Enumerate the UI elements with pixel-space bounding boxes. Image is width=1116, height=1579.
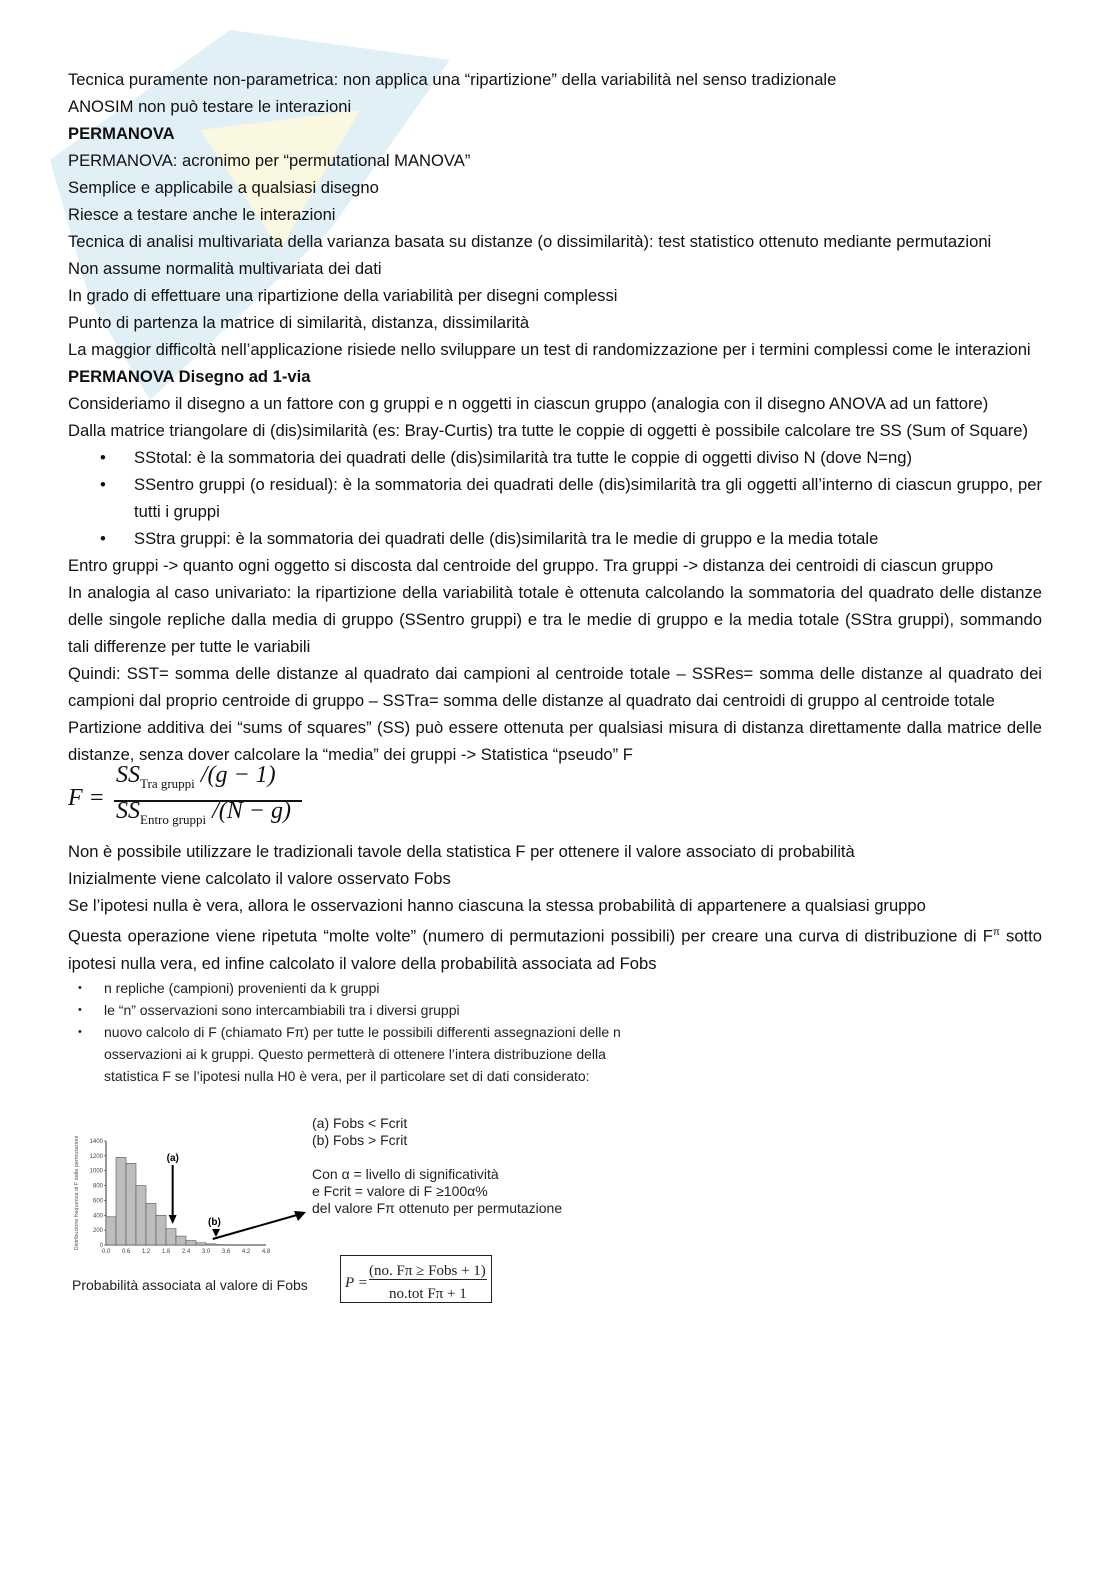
paragraph: Quindi: SST= somma delle distanze al quadrato dai campioni al centroide totale – SSRes= somma delle distanze al quadrato dei campioni dal proprio centroide di gruppo – SSTra= somma delle distanze al quadrato dai centroidi di gruppo al centroide totale	[68, 664, 1042, 710]
paragraph: Dalla matrice triangolare di (dis)similarità (es: Bray-Curtis) tra tutte le coppie di oggetti è possibile calcolare tre SS (Sum of Square)	[68, 421, 1029, 440]
paragraph: Non è possibile utilizzare le tradizionali tavole della statistica F per ottenere il valore associato di probabilità	[68, 842, 855, 861]
paragraph: ANOSIM non può testare le interazioni	[68, 97, 352, 116]
x-tick-label: 4.2	[241, 1248, 251, 1255]
y-tick-label: 1200	[89, 1153, 103, 1160]
y-tick-label: 1000	[89, 1168, 103, 1175]
list-item: • SStotal: è la sommatoria dei quadrati delle (dis)similarità tra tutte le coppie di oggetti diviso N (dove N=ng)	[134, 444, 1042, 471]
probability-formula	[340, 1255, 492, 1303]
y-tick-label: 800	[92, 1183, 103, 1190]
x-tick-label: 1.8	[161, 1248, 171, 1255]
histogram-bar	[126, 1163, 136, 1245]
figure-bullet: • le “n” osservazioni sono intercambiabili tra i diversi gruppi	[104, 999, 1042, 1021]
x-tick-label: 1.2	[141, 1248, 151, 1255]
paragraph: Non assume normalità multivariata dei dati	[68, 259, 382, 278]
paragraph: PERMANOVA: acronimo per “permutational MANOVA”	[68, 151, 471, 170]
label-a: (a)	[166, 1152, 179, 1164]
prob-lhs: P =	[345, 1274, 368, 1291]
y-axis-label: Distribuzione frequenza di F dalle permutazioni	[74, 1135, 80, 1250]
paragraph: Consideriamo il disegno a un fattore con g gruppi e n oggetti in ciascun gruppo (analogia con il disegno ANOVA ad un fattore)	[68, 394, 989, 413]
list-item: • SStra gruppi: è la sommatoria dei quadrati delle (dis)similarità tra le medie di gruppo e la media totale	[134, 525, 1042, 552]
pseudo-f-formula	[68, 762, 1042, 838]
permutation-figure	[68, 977, 1042, 1317]
histogram-bar	[176, 1236, 186, 1245]
histogram-bar	[146, 1203, 156, 1245]
x-tick-label: 2.4	[181, 1248, 191, 1255]
arrow-a-head	[169, 1215, 177, 1224]
permutation-histogram	[68, 1127, 308, 1267]
figure-bullet: • nuovo calcolo di F (chiamato Fπ) per tutte le possibili differenti assegnazioni delle n osservazioni ai k gruppi. Questo permetterà di ottenere l’intera distribuzione della statistica F se l’ipotesi nulla H0 è vera, per il particolare set di dati considerato:	[104, 1021, 624, 1087]
histogram-bar	[166, 1228, 176, 1244]
x-tick-label: 0.0	[101, 1248, 111, 1255]
figure-bullets	[68, 977, 1042, 1087]
formula-numerator: $SS_{Tra gruppi}$ /(g − 1)	[116, 762, 276, 791]
document-body	[68, 66, 1042, 1317]
legend-line: e Fcrit = valore di F ≥100α%	[312, 1182, 488, 1199]
paragraph: La maggior difficoltà nell’applicazione risiede nello sviluppare un test di randomizzazione per i termini complessi come le interazioni	[68, 340, 1031, 359]
paragraph: In grado di effettuare una ripartizione della variabilità per disegni complessi	[68, 286, 618, 305]
prob-num: (no. Fπ ≥ Fobs + 1)	[369, 1262, 486, 1279]
histogram-bar	[186, 1240, 196, 1244]
histogram-bar	[116, 1157, 126, 1245]
x-tick-label: 0.6	[121, 1248, 131, 1255]
prob-bar	[369, 1279, 487, 1280]
paragraph: Tecnica di analisi multivariata della varianza basata su distanze (o dissimilarità): test statistico ottenuto mediante permutazioni	[68, 232, 992, 251]
prob-den: no.tot Fπ + 1	[389, 1285, 467, 1302]
legend-line: (a) Fobs < Fcrit	[312, 1114, 408, 1131]
legend-line: Con α = livello di significatività	[312, 1165, 499, 1182]
x-tick-label: 3.6	[221, 1248, 231, 1255]
histogram-bar	[206, 1243, 216, 1244]
figure-legend	[312, 1115, 562, 1217]
paragraph: Entro gruppi -> quanto ogni oggetto si discosta dal centroide del gruppo. Tra gruppi -> distanza dei centroidi di ciascun gruppo	[68, 556, 994, 575]
section-heading: PERMANOVA Disegno ad 1-via	[68, 367, 311, 386]
x-tick-label: 4.8	[261, 1248, 271, 1255]
arrow-b-head	[212, 1229, 220, 1237]
y-tick-label: 600	[92, 1197, 103, 1204]
formula-eq: =	[90, 785, 104, 811]
paragraph: Riesce a testare anche le interazioni	[68, 205, 336, 224]
paragraph: In analogia al caso univariato: la ripartizione della variabilità totale è ottenuta calcolando la sommatoria del quadrato delle distanze delle singole repliche dalla media di gruppo (SSentro gruppi) e tra le medie di gruppo e la media totale (SStra gruppi), sommando tali differenze per tutte le variabili	[68, 583, 1042, 656]
section-heading: PERMANOVA	[68, 124, 175, 143]
legend-line: del valore Fπ ottenuto per permutazione	[312, 1199, 563, 1216]
y-tick-label: 400	[92, 1212, 103, 1219]
y-tick-label: 0	[99, 1242, 103, 1249]
histogram-bar	[136, 1185, 146, 1244]
histogram-bar	[156, 1215, 166, 1245]
paragraph: Punto di partenza la matrice di similarità, distanza, dissimilarità	[68, 313, 530, 332]
legend-line	[312, 1149, 562, 1166]
y-tick-label: 1400	[89, 1138, 103, 1145]
x-tick-label: 3.0	[201, 1248, 211, 1255]
formula-denominator: $SS_{Entro gruppi}$ /(N − g)	[116, 798, 291, 827]
histogram-bar	[196, 1242, 206, 1244]
paragraph: Semplice e applicabile a qualsiasi disegno	[68, 178, 379, 197]
paragraph: Questa operazione viene ripetuta “molte volte” (numero di permutazioni possibili) per creare una curva di distribuzione di $F^\pi$ sotto ipotesi nulla vera, ed infine calcolato il valore della probabilità associata ad Fobs	[68, 926, 1042, 973]
legend-line: (b) Fobs > Fcrit	[312, 1131, 408, 1148]
paragraph: Inizialmente viene calcolato il valore osservato Fobs	[68, 869, 451, 888]
histogram-bar	[106, 1216, 116, 1244]
paragraph: Se l’ipotesi nulla è vera, allora le osservazioni hanno ciascuna la stessa probabilità di appartenere a qualsiasi gruppo	[68, 896, 926, 915]
y-tick-label: 200	[92, 1227, 103, 1234]
legend-pointer	[213, 1213, 304, 1239]
label-b: (b)	[208, 1216, 221, 1228]
paragraph: Tecnica puramente non-parametrica: non applica una “ripartizione” della variabilità nel senso tradizionale	[68, 70, 837, 89]
bullet-list	[68, 444, 1042, 552]
figure-bullet: • n repliche (campioni) provenienti da k gruppi	[104, 977, 1042, 999]
formula-lhs: F	[68, 785, 83, 811]
list-item: • SSentro gruppi (o residual): è la sommatoria dei quadrati delle (dis)similarità tra gli oggetti all’interno di ciascun gruppo, per tutti i gruppi	[134, 471, 1042, 525]
paragraph: Partizione additiva dei “sums of squares” (SS) può essere ottenuta per qualsiasi misura di distanza direttamente dalla matrice delle distanze, senza dover calcolare la “media” dei gruppi -> Statistica “pseudo” F	[68, 718, 1042, 764]
probability-label: Probabilità associata al valore di Fobs	[72, 1276, 308, 1293]
